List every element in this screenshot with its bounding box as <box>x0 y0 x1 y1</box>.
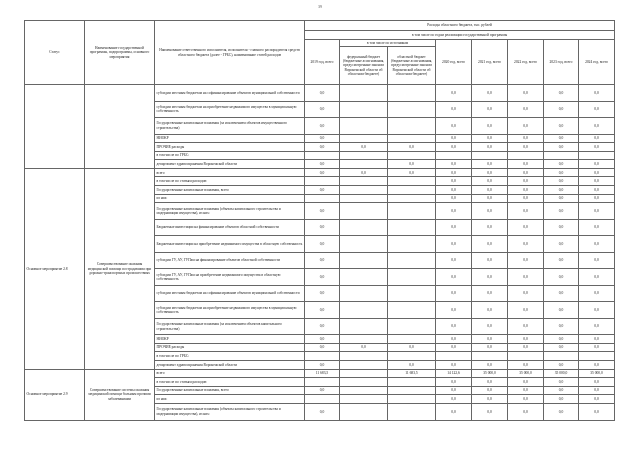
value-cell: 0,0 <box>508 85 544 102</box>
value-cell: 0,0 <box>305 236 340 253</box>
value-cell <box>340 134 388 143</box>
header-incl-sources: в том числе по источникам <box>340 40 436 47</box>
header-2024: 2024 год, всего <box>579 40 615 85</box>
value-cell: 0,0 <box>579 160 615 169</box>
value-cell <box>340 186 388 195</box>
value-cell: 0,0 <box>436 194 472 203</box>
value-cell: 0,0 <box>579 404 615 421</box>
value-cell <box>579 352 615 361</box>
header-by-years: в том числе по годам реализации государственной программы <box>305 31 615 40</box>
value-cell: 0,0 <box>472 252 508 269</box>
header-2020: 2020 год, всего <box>436 40 472 85</box>
value-cell <box>388 269 436 286</box>
value-cell: 0,0 <box>472 285 508 302</box>
value-cell: 0,0 <box>508 219 544 236</box>
stage-cell: Основное мероприятие 2.9 <box>25 369 85 420</box>
stage-cell <box>25 85 85 169</box>
value-cell: 0,0 <box>472 168 508 177</box>
value-cell <box>340 395 388 404</box>
value-cell: 0,0 <box>436 285 472 302</box>
value-cell: 0,0 <box>472 302 508 319</box>
header-federal: федеральный бюджет (бюджетные ассигнования, предусмотренные законом Воронежской области об областном бюджете) <box>340 47 388 85</box>
value-cell: 0,0 <box>579 343 615 352</box>
value-cell: 0,0 <box>508 302 544 319</box>
value-cell: 0,0 <box>472 269 508 286</box>
value-cell: 0,0 <box>436 160 472 169</box>
value-cell: 0,0 <box>305 203 340 220</box>
value-cell: 0,0 <box>436 143 472 152</box>
value-cell <box>388 194 436 203</box>
value-cell: 0,0 <box>579 236 615 253</box>
value-cell: 0,0 <box>472 194 508 203</box>
expense-item-label: субсидии местным бюджетам на софинансирование объектов муниципальной собственности <box>155 285 305 302</box>
value-cell: 0,0 <box>508 386 544 395</box>
value-cell: 0,0 <box>579 134 615 143</box>
value-cell: 0,0 <box>436 118 472 135</box>
value-cell: 0,0 <box>305 85 340 102</box>
value-cell <box>340 369 388 378</box>
value-cell: 0,0 <box>544 194 579 203</box>
value-cell <box>508 151 544 160</box>
stage-cell: Основное мероприятие 2.8 <box>25 168 85 369</box>
value-cell <box>472 352 508 361</box>
value-cell: 0,0 <box>472 118 508 135</box>
table-row <box>25 168 615 177</box>
value-cell: 0,0 <box>508 285 544 302</box>
value-cell: 0,0 <box>472 134 508 143</box>
value-cell: 0,0 <box>544 318 579 335</box>
expense-item-label: субсидии ГУ, АУ, ГУПам на финансирование объектов областной собственности <box>155 252 305 269</box>
value-cell: 0,0 <box>305 343 340 352</box>
expense-item-label: ПРОЧИЕ расходы <box>155 143 305 152</box>
header-program: Наименование государственной программы, подпрограммы, основного мероприятия <box>85 21 155 85</box>
value-cell: 0,0 <box>544 378 579 387</box>
value-cell: 0,0 <box>544 134 579 143</box>
value-cell <box>388 404 436 421</box>
value-cell <box>388 335 436 344</box>
value-cell <box>388 186 436 195</box>
value-cell: 0,0 <box>579 219 615 236</box>
value-cell <box>436 352 472 361</box>
value-cell: 0,0 <box>508 203 544 220</box>
value-cell <box>340 352 388 361</box>
value-cell: 0,0 <box>544 302 579 319</box>
value-cell <box>388 151 436 160</box>
header-expenses-group: Расходы областного бюджета, тыс. рублей <box>305 21 615 31</box>
value-cell: 0,0 <box>305 404 340 421</box>
value-cell: 0,0 <box>472 219 508 236</box>
value-cell <box>340 269 388 286</box>
value-cell: 0,0 <box>305 101 340 118</box>
value-cell: 0,0 <box>388 168 436 177</box>
value-cell <box>388 219 436 236</box>
value-cell <box>388 101 436 118</box>
value-cell: 0,0 <box>544 343 579 352</box>
value-cell: 0,0 <box>472 85 508 102</box>
budget-table <box>24 20 615 421</box>
value-cell <box>388 386 436 395</box>
value-cell: 11 683,5 <box>305 369 340 378</box>
value-cell <box>340 361 388 370</box>
value-cell: 0,0 <box>544 101 579 118</box>
value-cell: 0,0 <box>544 335 579 344</box>
value-cell: 0,0 <box>579 252 615 269</box>
value-cell: 0,0 <box>472 160 508 169</box>
expense-item-label: в том числе по статьям расходов: <box>155 378 305 387</box>
value-cell <box>340 101 388 118</box>
value-cell: 0,0 <box>340 343 388 352</box>
value-cell: 0,0 <box>305 118 340 135</box>
value-cell: 0,0 <box>508 177 544 186</box>
value-cell: 0,0 <box>579 269 615 286</box>
value-cell: 0,0 <box>472 177 508 186</box>
header-2019: 2019 год, всего <box>305 40 340 85</box>
value-cell <box>388 285 436 302</box>
value-cell: 0,0 <box>305 186 340 195</box>
value-cell <box>340 285 388 302</box>
value-cell: 0,0 <box>305 361 340 370</box>
value-cell: 0,0 <box>388 143 436 152</box>
value-cell: 0,0 <box>579 168 615 177</box>
expense-item-label: ПРОЧИЕ расходы <box>155 343 305 352</box>
value-cell: 0,0 <box>508 134 544 143</box>
value-cell: 0,0 <box>436 318 472 335</box>
value-cell <box>388 395 436 404</box>
value-cell: 0,0 <box>544 404 579 421</box>
value-cell: 35 000,0 <box>544 369 579 378</box>
value-cell: 0,0 <box>305 386 340 395</box>
expense-item-label: из них: <box>155 194 305 203</box>
value-cell: 0,0 <box>472 236 508 253</box>
value-cell: 0,0 <box>544 236 579 253</box>
program-cell: Совершенствование оказания медицинской помощи пострадавшим при дорожно-транспортных происшествиях <box>85 168 155 369</box>
expense-item-label: Бюджетные инвестиции на финансирование объектов областной собственности <box>155 219 305 236</box>
value-cell <box>472 151 508 160</box>
expense-item-label: департамент здравоохранения Воронежской области <box>155 160 305 169</box>
value-cell: 0,0 <box>472 343 508 352</box>
value-cell: 0,0 <box>305 285 340 302</box>
value-cell: 0,0 <box>579 203 615 220</box>
value-cell: 0,0 <box>544 168 579 177</box>
value-cell: 0,0 <box>544 395 579 404</box>
value-cell <box>340 85 388 102</box>
value-cell <box>340 318 388 335</box>
value-cell: 0,0 <box>388 343 436 352</box>
value-cell: 0,0 <box>508 186 544 195</box>
value-cell: 0,0 <box>436 269 472 286</box>
expense-item-label: Государственные капитальные вложения (объекты капитального строительства и модернизации имущества), из них: <box>155 404 305 421</box>
value-cell: 0,0 <box>436 335 472 344</box>
value-cell: 0,0 <box>305 168 340 177</box>
value-cell <box>388 252 436 269</box>
value-cell: 0,0 <box>436 134 472 143</box>
value-cell: 0,0 <box>436 378 472 387</box>
value-cell <box>340 203 388 220</box>
header-2021: 2021 год, всего <box>472 40 508 85</box>
table-body <box>25 85 615 421</box>
value-cell: 0,0 <box>340 168 388 177</box>
value-cell: 0,0 <box>579 186 615 195</box>
value-cell: 0,0 <box>544 361 579 370</box>
expense-item-label: Государственные капитальные вложения (за исключением объектов имущественного строительства) <box>155 118 305 135</box>
value-cell: 0,0 <box>436 177 472 186</box>
value-cell: 0,0 <box>305 269 340 286</box>
value-cell: 0,0 <box>579 101 615 118</box>
value-cell: 0,0 <box>508 236 544 253</box>
expense-item-label: департамент здравоохранения Воронежской области <box>155 361 305 370</box>
value-cell: 0,0 <box>472 378 508 387</box>
value-cell: 0,0 <box>579 335 615 344</box>
value-cell <box>544 151 579 160</box>
value-cell: 0,0 <box>436 203 472 220</box>
header-2022: 2022 год, всего <box>508 40 544 85</box>
expense-item-label: в том числе по ГРБС: <box>155 352 305 361</box>
program-cell: Совершенствование системы оказания медицинской помощи больным прочими заболеваниями <box>85 369 155 420</box>
value-cell: 0,0 <box>508 143 544 152</box>
value-cell <box>508 352 544 361</box>
value-cell: 0,0 <box>544 252 579 269</box>
value-cell: 0,0 <box>436 386 472 395</box>
value-cell: 0,0 <box>544 160 579 169</box>
expense-item-label: всего <box>155 369 305 378</box>
expense-item-label: НИОКР <box>155 134 305 143</box>
program-cell <box>85 85 155 169</box>
value-cell: 14 122,6 <box>436 369 472 378</box>
value-cell: 0,0 <box>305 318 340 335</box>
value-cell: 11 683,5 <box>388 369 436 378</box>
expense-item-label: НИОКР <box>155 335 305 344</box>
value-cell: 0,0 <box>579 386 615 395</box>
value-cell: 0,0 <box>508 118 544 135</box>
value-cell: 0,0 <box>544 118 579 135</box>
value-cell: 0,0 <box>579 177 615 186</box>
value-cell: 0,0 <box>544 285 579 302</box>
value-cell: 0,0 <box>472 186 508 195</box>
page-number: 39 <box>318 4 322 9</box>
expense-item-label: субсидии местным бюджетам на приобретение недвижимого имущества в муниципальную собственность <box>155 302 305 319</box>
value-cell <box>305 352 340 361</box>
value-cell: 0,0 <box>579 361 615 370</box>
value-cell: 0,0 <box>340 143 388 152</box>
value-cell: 0,0 <box>579 118 615 135</box>
value-cell: 0,0 <box>436 236 472 253</box>
table-row <box>25 85 615 102</box>
value-cell <box>340 194 388 203</box>
table-header <box>25 21 615 85</box>
header-2023: 2023 год, всего <box>544 40 579 85</box>
value-cell: 0,0 <box>472 386 508 395</box>
value-cell <box>305 395 340 404</box>
value-cell: 0,0 <box>579 85 615 102</box>
value-cell: 0,0 <box>579 285 615 302</box>
value-cell <box>388 302 436 319</box>
value-cell: 0,0 <box>305 219 340 236</box>
value-cell: 0,0 <box>436 343 472 352</box>
value-cell: 0,0 <box>508 343 544 352</box>
value-cell: 35 000,0 <box>508 369 544 378</box>
value-cell: 0,0 <box>436 85 472 102</box>
value-cell <box>388 318 436 335</box>
value-cell <box>305 177 340 186</box>
value-cell <box>388 236 436 253</box>
value-cell <box>388 177 436 186</box>
value-cell <box>340 302 388 319</box>
value-cell: 0,0 <box>305 335 340 344</box>
value-cell: 0,0 <box>579 318 615 335</box>
value-cell <box>340 160 388 169</box>
value-cell <box>305 378 340 387</box>
value-cell: 0,0 <box>472 143 508 152</box>
value-cell <box>305 151 340 160</box>
value-cell: 0,0 <box>472 395 508 404</box>
value-cell: 0,0 <box>508 160 544 169</box>
value-cell: 0,0 <box>579 302 615 319</box>
expense-item-label: Бюджетные инвестиции на приобретение недвижимого имущества в областную собственность <box>155 236 305 253</box>
value-cell: 0,0 <box>508 101 544 118</box>
value-cell: 0,0 <box>305 134 340 143</box>
value-cell <box>340 118 388 135</box>
value-cell: 0,0 <box>579 194 615 203</box>
value-cell <box>340 236 388 253</box>
value-cell <box>340 151 388 160</box>
value-cell: 0,0 <box>472 335 508 344</box>
value-cell <box>340 177 388 186</box>
value-cell: 0,0 <box>579 378 615 387</box>
value-cell: 0,0 <box>508 378 544 387</box>
expense-item-label: Государственные капитальные вложения, всего <box>155 386 305 395</box>
value-cell: 0,0 <box>436 302 472 319</box>
value-cell: 0,0 <box>544 177 579 186</box>
expense-item-label: Государственные капитальные вложения (объекты капитального строительства и модернизации имущества), из них: <box>155 203 305 220</box>
value-cell: 0,0 <box>436 186 472 195</box>
value-cell: 0,0 <box>508 269 544 286</box>
value-cell: 0,0 <box>388 160 436 169</box>
value-cell: 0,0 <box>436 168 472 177</box>
value-cell <box>340 404 388 421</box>
header-executor: Наименование ответственного исполнителя, исполнителя - главного распорядителя средств областного бюджета (далее - ГРБС), наименование статей расходов <box>155 21 305 85</box>
expense-item-label: в том числе по статьям расходов: <box>155 177 305 186</box>
value-cell: 0,0 <box>508 168 544 177</box>
value-cell: 0,0 <box>472 203 508 220</box>
value-cell: 0,0 <box>544 143 579 152</box>
expense-item-label: субсидии ГУ, АУ, ГУПам на приобретение недвижимого имущества в областную собственность <box>155 269 305 286</box>
value-cell <box>436 151 472 160</box>
value-cell <box>305 194 340 203</box>
header-regional: областной бюджет (бюджетные ассигнования, предусмотренные законом Воронежской области об областном бюджете) <box>388 47 436 85</box>
expense-item-label: субсидии местным бюджетам на софинансирование объектов муниципальной собственности <box>155 85 305 102</box>
value-cell: 35 000,0 <box>472 369 508 378</box>
value-cell <box>388 352 436 361</box>
value-cell: 0,0 <box>472 101 508 118</box>
value-cell: 0,0 <box>436 404 472 421</box>
expense-item-label: Государственные капитальные вложения (за исключением объектов капитального строительства) <box>155 318 305 335</box>
value-cell: 35 000,0 <box>579 369 615 378</box>
value-cell <box>340 252 388 269</box>
expense-item-label: субсидии местным бюджетам на приобретение недвижимого имущества в муниципальную собственность <box>155 101 305 118</box>
value-cell: 0,0 <box>544 386 579 395</box>
value-cell <box>340 219 388 236</box>
value-cell <box>388 203 436 220</box>
value-cell: 0,0 <box>305 302 340 319</box>
value-cell <box>388 378 436 387</box>
value-cell: 0,0 <box>472 361 508 370</box>
value-cell: 0,0 <box>436 252 472 269</box>
value-cell <box>544 352 579 361</box>
value-cell: 0,0 <box>508 318 544 335</box>
expense-item-label: в том числе по ГРБС: <box>155 151 305 160</box>
value-cell <box>388 85 436 102</box>
header-stage: Статус <box>25 21 85 85</box>
value-cell: 0,0 <box>508 404 544 421</box>
value-cell: 0,0 <box>544 203 579 220</box>
value-cell: 0,0 <box>472 404 508 421</box>
value-cell <box>388 134 436 143</box>
value-cell <box>579 151 615 160</box>
value-cell <box>340 335 388 344</box>
value-cell: 0,0 <box>544 219 579 236</box>
value-cell: 0,0 <box>436 361 472 370</box>
value-cell: 0,0 <box>508 194 544 203</box>
value-cell: 0,0 <box>544 186 579 195</box>
expense-item-label: всего <box>155 168 305 177</box>
expense-item-label: Государственные капитальные вложения, всего <box>155 186 305 195</box>
value-cell: 0,0 <box>544 269 579 286</box>
value-cell: 0,0 <box>305 160 340 169</box>
value-cell: 0,0 <box>305 252 340 269</box>
value-cell: 0,0 <box>508 395 544 404</box>
value-cell: 0,0 <box>436 219 472 236</box>
value-cell: 0,0 <box>436 395 472 404</box>
value-cell: 0,0 <box>508 252 544 269</box>
value-cell: 0,0 <box>508 361 544 370</box>
value-cell: 0,0 <box>472 318 508 335</box>
value-cell: 0,0 <box>305 143 340 152</box>
value-cell: 0,0 <box>436 101 472 118</box>
value-cell: 0,0 <box>579 395 615 404</box>
value-cell <box>340 386 388 395</box>
value-cell: 0,0 <box>508 335 544 344</box>
expense-item-label: из них: <box>155 395 305 404</box>
value-cell: 0,0 <box>388 361 436 370</box>
value-cell: 0,0 <box>544 85 579 102</box>
table-row <box>25 369 615 378</box>
value-cell <box>388 118 436 135</box>
value-cell <box>340 378 388 387</box>
value-cell: 0,0 <box>579 143 615 152</box>
